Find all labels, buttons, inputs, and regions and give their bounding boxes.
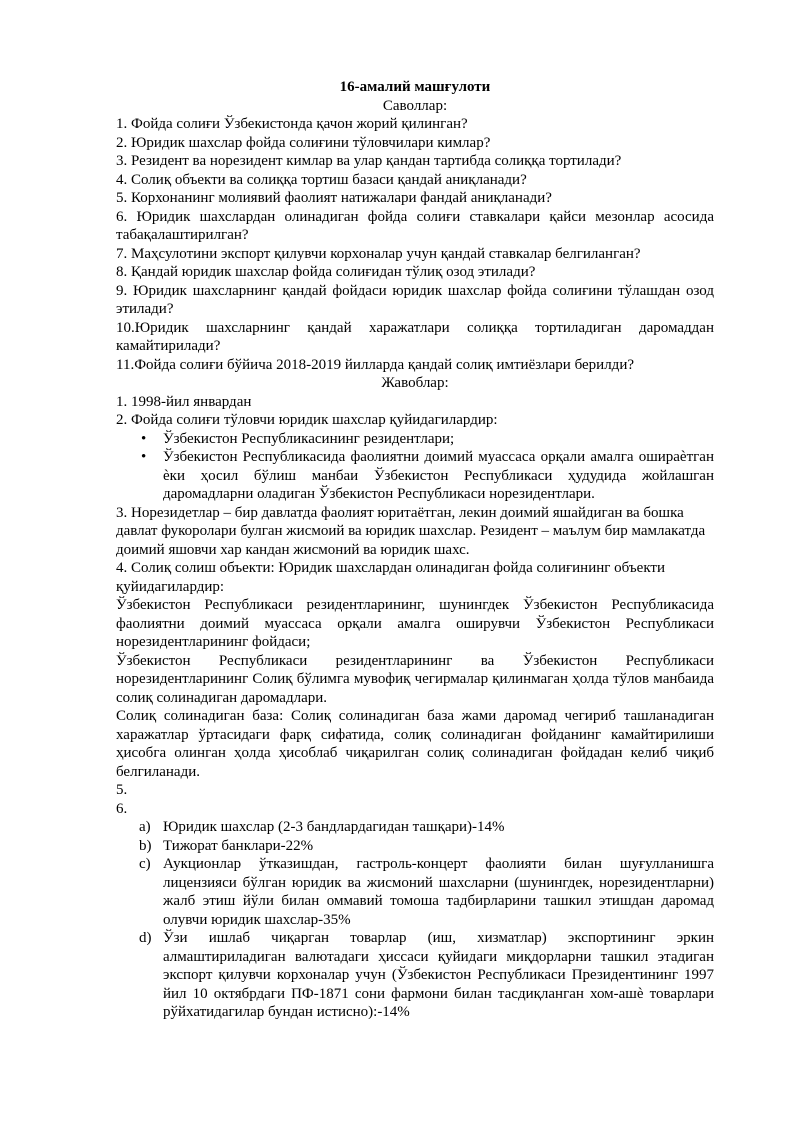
list-text: Аукционлар ўтказишдан, гастроль-концерт фаолияти билан шуғулланишга лицензияси бўлган юридик ва жисмоний шахсларни (шунингдек, норезидентларни) жалб этиш йўли билан оммавий томоша тадбирларини ташкил этишдан даромад олувчи юридик шахслар-35% <box>163 856 714 928</box>
question-item: 3. Резидент ва норезидент кимлар ва улар қандан тартибда солиққа тортилади? <box>116 153 622 169</box>
answer-6: 6. <box>116 800 128 817</box>
document-page <box>116 78 714 1022</box>
list-item <box>116 855 714 929</box>
answer-4-paragraph: Ўзбекистон Республикаси резидентларининг ва Ўзбекистон Республикаси норезидентларининг Солиқ бўлимга мувофиқ чегирмалар қилинмаган ҳолда тўлов манбаида солиқ солинадиган даромадлари. <box>116 652 714 706</box>
answers-heading: Жавоблар: <box>381 375 449 391</box>
bullet-item <box>116 430 714 449</box>
bullet-icon: • <box>141 430 147 447</box>
question-item: 1. Фойда солиғи Ўзбекистонда қачон жорий қилинган? <box>116 116 468 132</box>
bullet-icon: • <box>141 449 147 465</box>
list-text: Ўзи ишлаб чиқарган товарлар (иш, хизматлар) экспортининг эркин алмаштириладиган валютадаги ҳиссаси қуйидаги миқдорларни ташкил этадиган экспорт қилувчи корхоналар учун (Ўзбекистон Республикаси Президентининг 1997 йил 10 октябрдаги ПФ-1871 сони фармони билан тасдиқланган хом-ашѐ товарлари рўйхатидагилар бундан истисно):-14% <box>163 930 714 1020</box>
question-item: 2. Юридик шахслар фойда солиғини тўловчилари кимлар? <box>116 134 491 151</box>
answer-3: 3. Норезидетлар – бир давлатда фаолият юритаётган, лекин доимий яшайдиган ва бошка давлат фукоролари булган жисмоий ва юридик шахслар. Резидент – маълум бир мамлакатда доимий яшовчи хар кандан жисмоний ва юридик шахс. <box>116 504 706 558</box>
list-text: Тижорат банклари-22% <box>163 837 314 854</box>
answer-6-list <box>116 818 714 1022</box>
list-marker: c) <box>139 856 151 872</box>
questions-heading: Саволлар: <box>382 97 448 114</box>
answer-5: 5. <box>116 782 128 798</box>
question-item: 8. Қандай юридик шахслар фойда солиғидан тўлиқ озод этилади? <box>116 264 536 280</box>
question-item: 9. Юридик шахсларнинг қандай фойдаси юридик шахслар фойда солиғини тўлашдан озод этилади? <box>116 282 714 317</box>
question-item: 4. Солиқ объекти ва солиққа тортиш базаси қандай аниқланади? <box>116 171 527 188</box>
list-text: Юридик шахслар (2-3 бандлардагидан ташқари)-14% <box>163 819 505 835</box>
question-item: 5. Корхонанинг молиявий фаолият натижалари фандай аниқланади? <box>116 190 552 206</box>
question-item: 10.Юридик шахсларнинг қандай харажатлари солиққа тортиладиган даромаддан камайтирилади? <box>116 319 714 354</box>
bullet-text: Ўзбекистон Республикасининг резидентлари; <box>163 430 455 447</box>
question-item: 7. Маҳсулотини экспорт қилувчи корхоналар учун қандай ставкалар белгиланган? <box>116 245 641 262</box>
list-marker: b) <box>139 837 152 854</box>
answer-4-paragraph: Солиқ солинадиган база: Солиқ солинадиган база жами даромад чегириб ташланадиган харажатлар ўртасидаги фарқ сифатида, солиқ солинадиган фойданинг камайтирилиши ҳисобга олинган ҳолда ҳисоблаб чиқарилган солиқ солинадиган фойдадан келиб чиқиб белгиланади. <box>116 708 714 780</box>
list-item <box>116 929 714 1022</box>
bullet-item <box>116 448 714 504</box>
page-title: 16-амалий машғулоти <box>339 79 491 95</box>
list-marker: a) <box>139 819 151 835</box>
bullet-text: Ўзбекистон Республикасида фаолиятни доимий муассаса орқали амалга ошираѐтган ѐки ҳосил бўлиш манбаи Ўзбекистон Республикаси ҳудудида жойлашган даромадларни оладиган Ўзбекистон Республикаси норезидентлари. <box>163 449 714 502</box>
question-item: 11.Фойда солиғи бўйича 2018-2019 йилларда қандай солиқ имтиёзлари берилди? <box>116 356 634 373</box>
question-item: 6. Юридик шахслардан олинадиган фойда солиғи ставкалари қайси мезонлар асосида табақалаштирилган? <box>116 208 714 243</box>
list-item <box>116 818 714 837</box>
answer-2-bullet-list <box>116 430 714 504</box>
answer-1: 1. 1998-йил январдан <box>116 393 252 410</box>
answer-4-intro: 4. Солиқ солиш объекти: Юридик шахслардан олинадиган фойда солиғининг объекти қуйидагилардир: <box>116 560 665 595</box>
answer-4-paragraph: Ўзбекистон Республикаси резидентларининг, шунингдек Ўзбекистон Республикасида фаолиятни доимий муассаса орқали амалга оширувчи Ўзбекистон Республикаси норезидентларининг фойдаси; <box>116 597 714 650</box>
answer-2-intro: 2. Фойда солиғи тўловчи юридик шахслар қуйидагилардир: <box>116 412 498 428</box>
list-marker: d) <box>139 930 152 946</box>
list-item <box>116 837 714 856</box>
